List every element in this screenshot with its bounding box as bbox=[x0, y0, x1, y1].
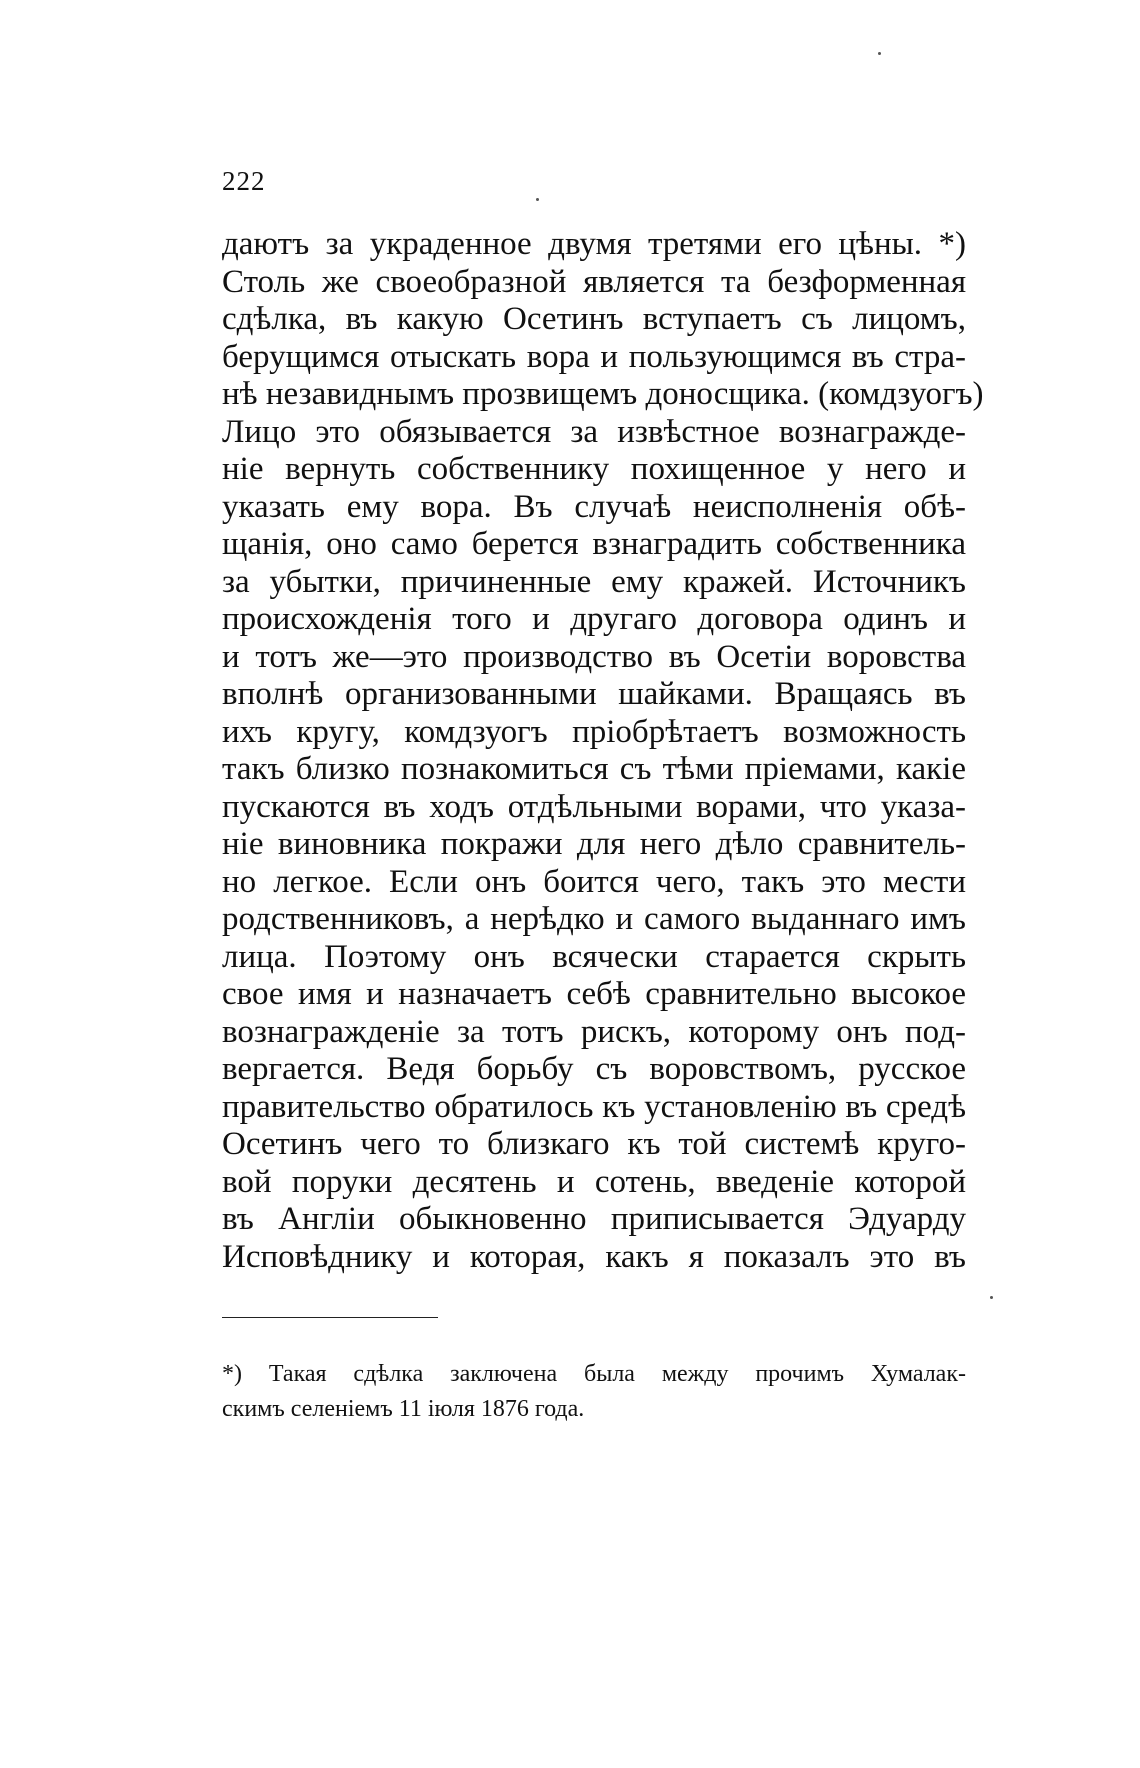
footnote bbox=[222, 1357, 966, 1427]
text-line: щанія, оно само берется взнаградить собственника bbox=[222, 526, 966, 562]
text-line: берущимся отыскать вора и пользующимся въ стра- bbox=[222, 338, 966, 375]
scan-speck bbox=[990, 1296, 993, 1299]
footnote-line: скимъ селеніемъ 11 іюля 1876 года. bbox=[222, 1396, 585, 1422]
text-line: вой поруки десятень и сотень, введеніе которой bbox=[222, 1163, 966, 1200]
text-line: такъ близко познакомиться съ тѣми пріемами, какіе bbox=[222, 751, 966, 787]
text-line: лица. Поэтому онъ всячески старается скрыть bbox=[222, 938, 966, 975]
body-text bbox=[222, 226, 984, 1276]
text-line: вознагражденіе за тотъ рискъ, которому онъ под- bbox=[222, 1013, 966, 1050]
text-line: вполнѣ организованными шайками. Вращаясь въ bbox=[222, 676, 966, 712]
footnote-divider bbox=[222, 1317, 438, 1318]
text-line: свое имя и назначаетъ себѣ сравнительно высокое bbox=[222, 976, 966, 1012]
text-line: нѣ незавиднымъ прозвищемъ доносщика. (комдзуогъ) bbox=[222, 376, 984, 412]
text-line: указать ему вора. Въ случаѣ неисполненія обѣ- bbox=[222, 488, 966, 525]
scan-speck bbox=[536, 198, 539, 201]
text-line: происхожденія того и другаго договора одинъ и bbox=[222, 601, 966, 637]
text-line: Исповѣднику и которая, какъ я показалъ это въ bbox=[222, 1238, 966, 1275]
text-line: ніе виновника покражи для него дѣло сравнитель- bbox=[222, 826, 966, 862]
text-line: пускаются въ ходъ отдѣльными ворами, что указа- bbox=[222, 788, 966, 825]
text-line: правительство обратилось къ установленію въ средѣ bbox=[222, 1088, 966, 1125]
text-line: въ Англіи обыкновенно приписывается Эдуарду bbox=[222, 1201, 966, 1237]
text-line: даютъ за украденное двумя третями его цѣны. *) bbox=[222, 226, 966, 262]
text-line: вергается. Ведя борьбу съ воровствомъ, русское bbox=[222, 1051, 966, 1087]
text-line: но легкое. Если онъ боится чего, такъ это мести bbox=[222, 863, 966, 900]
text-line: Лицо это обязывается за извѣстное вознагражде- bbox=[222, 413, 966, 450]
text-line: за убытки, причиненные ему кражей. Источникъ bbox=[222, 563, 966, 600]
text-line: Столь же своеобразной является та безформенная bbox=[222, 263, 966, 300]
text-line: Осетинъ чего то близкаго къ той системѣ круго- bbox=[222, 1126, 966, 1162]
text-line: ніе вернуть собственнику похищенное у него и bbox=[222, 451, 966, 487]
text-line: сдѣлка, въ какую Осетинъ вступаетъ съ лицомъ, bbox=[222, 301, 966, 337]
page-number: 222 bbox=[222, 166, 266, 196]
footnote-line: *) Такая сдѣлка заключена была между прочимъ Хумалак- bbox=[222, 1361, 966, 1387]
scan-speck bbox=[878, 52, 881, 55]
text-line: и тотъ же—это производство въ Осетіи воровства bbox=[222, 638, 966, 675]
text-line: родственниковъ, а нерѣдко и самого выданнаго имъ bbox=[222, 901, 966, 937]
text-line: ихъ кругу, комдзуогъ пріобрѣтаетъ возможность bbox=[222, 713, 966, 750]
